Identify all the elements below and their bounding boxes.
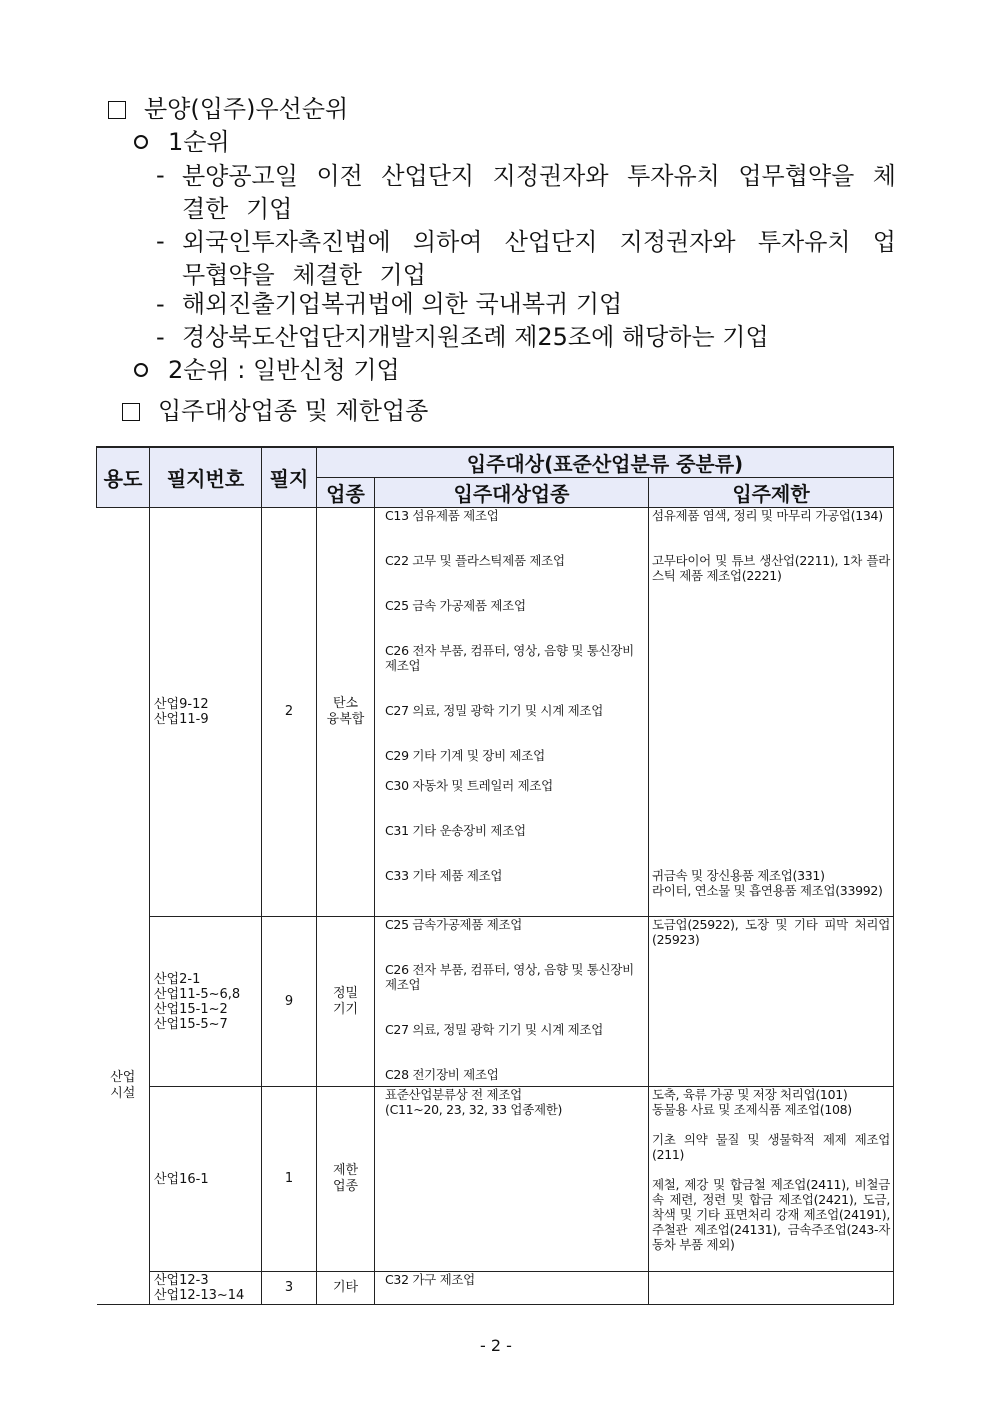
target-item: C30 자동차 및 트레일러 제조업: [385, 778, 553, 793]
page-number: - 2 -: [480, 1336, 512, 1355]
target-item: C26 전자 부품, 컴퓨터, 영상, 음향 및 통신장비 제조업: [385, 962, 634, 992]
restrict-item: 귀금속 및 장신용품 제조업(331) 라이터, 연소물 및 흡연용품 제조업(33992): [652, 868, 883, 898]
rank1-item-2: - 외국인투자촉진법에 의하여 산업단지 지정권자와 투자유치 업무협약을 체결한 기업: [156, 226, 896, 292]
rank1-item-4-text: 경상북도산업단지개발지원조례 제25조에 해당하는 기업: [182, 323, 769, 351]
header-count: 필지: [262, 447, 317, 508]
industry-cell: 기타: [317, 1272, 375, 1305]
restrict-cell: [649, 508, 894, 917]
square-bullet-icon: [122, 403, 140, 421]
industry-table: [96, 446, 894, 1305]
target-item: C22 고무 및 플라스틱제품 제조업: [385, 553, 565, 568]
target-item: C26 전자 부품, 컴퓨터, 영상, 음향 및 통신장비 제조업: [385, 643, 634, 673]
table-row: [97, 1272, 894, 1305]
target-cell: C32 가구 제조업: [375, 1272, 649, 1305]
rank1-item-3: - 해외진출기업복귀법에 의한 국내복귀 기업: [156, 290, 623, 318]
rank2-line: [134, 355, 400, 385]
target-cell: [375, 917, 649, 1087]
count-cell: 3: [262, 1272, 317, 1305]
target-item: C31 기타 운송장비 제조업: [385, 823, 526, 838]
rank1-item-4: - 경상북도산업단지개발지원조례 제25조에 해당하는 기업: [156, 323, 769, 351]
rank1-line: [134, 127, 230, 157]
header-use: 용도: [97, 447, 150, 508]
rank2-label: 2순위 : 일반신청 기업: [168, 356, 400, 384]
target-item: C28 전기장비 제조업: [385, 1067, 499, 1082]
header-target-group: 입주대상(표준산업분류 중분류): [317, 447, 894, 478]
target-item: C27 의료, 정밀 광학 기기 및 시계 제조업: [385, 1022, 603, 1037]
target-item: C33 기타 제품 제조업: [385, 868, 503, 883]
target-cell: [375, 508, 649, 917]
table-row: [97, 508, 894, 917]
circle-bullet-icon: [134, 135, 148, 149]
table-heading: 입주대상업종 및 제한업종: [158, 397, 429, 425]
target-cell: 표준산업분류상 전 제조업 (C11~20, 23, 32, 33 업종제한): [375, 1087, 649, 1272]
rank1-item-1-text: 분양공고일 이전 산업단지 지정권자와 투자유치 업무협약을 체결한 기업: [182, 162, 896, 223]
target-item: C25 금속 가공제품 제조업: [385, 598, 526, 613]
industry-cell: 제한 업종: [317, 1087, 375, 1272]
target-item: C25 금속가공제품 제조업: [385, 917, 523, 932]
circle-bullet-icon: [134, 363, 148, 377]
restrict-item: 고무타이어 및 튜브 생산업(2211), 1차 플라스틱 제품 제조업(2221): [652, 553, 890, 583]
priority-heading-line: [108, 94, 348, 124]
restrict-cell: 도축, 육류 가공 및 저장 처리업(101) 동물용 사료 및 조제식품 제조업(108) 기초 의약 물질 및 생물학적 제제 제조업(211) 제철, 제강 및 합금철 제조업(2411), 비철금속 제련, 정련 및 합금 제조업(2421), 도금, 착색 및 기타 표면처리 강재 제조업(24191), 주철관 제조업(24131), 금속주조업(243-자동차 부품 제외): [649, 1087, 894, 1272]
count-cell: 1: [262, 1087, 317, 1272]
target-item: C13 섬유제품 제조업: [385, 508, 499, 523]
table-heading-line: [122, 396, 428, 426]
table-row: [97, 917, 894, 1087]
header-target: 입주대상업종: [375, 478, 649, 508]
target-item: C29 기타 기계 및 장비 제조업: [385, 748, 545, 763]
rank1-item-2-text: 외국인투자촉진법에 의하여 산업단지 지정권자와 투자유치 업무협약을 체결한 기업: [182, 228, 896, 289]
priority-heading: 분양(입주)우선순위: [144, 95, 349, 123]
plot-cell: 산업9-12 산업11-9: [150, 508, 262, 917]
header-plot-no: 필지번호: [150, 447, 262, 508]
restrict-cell: [649, 1272, 894, 1305]
industry-cell: 탄소 융복합: [317, 508, 375, 917]
plot-cell: 산업16-1: [150, 1087, 262, 1272]
count-cell: 2: [262, 508, 317, 917]
restrict-item: 섬유제품 염색, 정리 및 마무리 가공업(134): [652, 508, 883, 523]
restrict-item: 도금업(25922), 도장 및 기타 피막 처리업(25923): [652, 917, 890, 947]
rank1-item-3-text: 해외진출기업복귀법에 의한 국내복귀 기업: [182, 290, 623, 318]
restrict-cell: [649, 917, 894, 1087]
plot-cell: 산업12-3 산업12-13~14: [150, 1272, 262, 1305]
header-restrict: 입주제한: [649, 478, 894, 508]
target-item: C27 의료, 정밀 광학 기기 및 시계 제조업: [385, 703, 603, 718]
rank1-label: 1순위: [168, 128, 230, 156]
count-cell: 9: [262, 917, 317, 1087]
square-bullet-icon: [108, 101, 126, 119]
industry-cell: 정밀 기기: [317, 917, 375, 1087]
rank1-item-1: - 분양공고일 이전 산업단지 지정권자와 투자유치 업무협약을 체결한 기업: [156, 160, 896, 226]
use-cell: 산업 시설: [97, 508, 150, 1305]
header-industry: 업종: [317, 478, 375, 508]
table-row: [97, 1087, 894, 1272]
plot-cell: 산업2-1 산업11-5~6,8 산업15-1~2 산업15-5~7: [150, 917, 262, 1087]
